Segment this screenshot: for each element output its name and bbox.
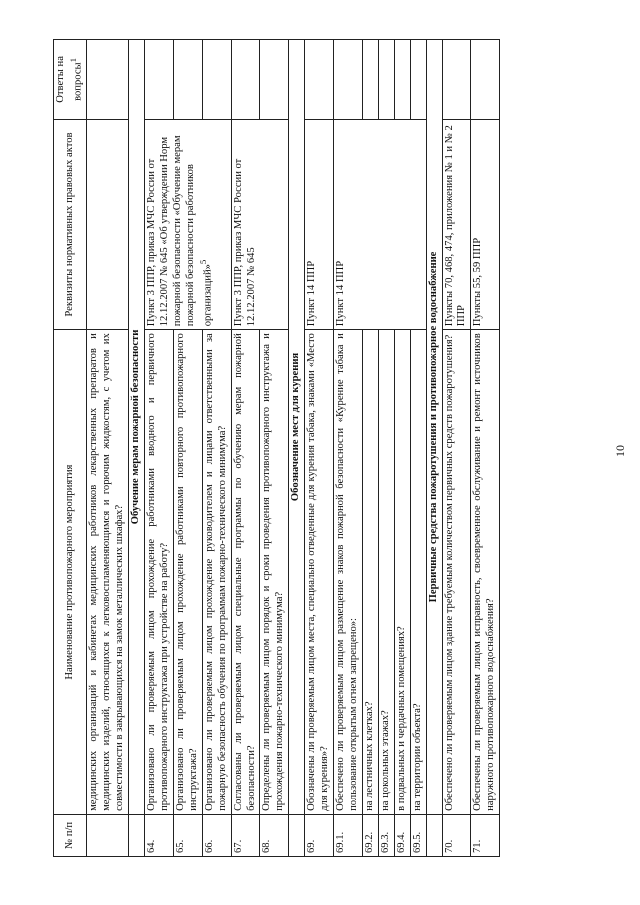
row-num: 66. [202,814,231,856]
section-row-firefighting [426,40,442,857]
answer-cell[interactable] [305,40,334,120]
table-row [305,40,334,857]
row-requisites: Пункт 3 ППР, приказ МЧС России от 12.12.2007 № 645 [231,119,289,329]
answer-cell[interactable] [378,40,394,120]
row-num: 69. [305,814,334,856]
row-text: медицинских организаций и кабинетах медицинских работников лекарственных препаратов и медицинских изделий, относящихся к легковоспламеняющимся и горючим жидкостям, с учетом их совместимости в закрывающихся на замок металлических шкафах? [87,330,129,815]
answer-cell[interactable] [362,40,378,120]
page-number: 10 [613,445,627,457]
table-row [231,40,260,857]
row-text: Обозначены ли проверяемым лицом места, специально отведенные для курения табака, знаками «Место для курения»? [305,330,334,815]
row-num: 69.2. [362,814,378,856]
row-text: Обеспечено ли проверяемым лицом здание требуемым количеством первичных средств пожаротушения? [442,330,471,815]
section-row-smoking [289,40,305,857]
row-num: 69.1. [334,814,363,856]
table-row [87,40,129,857]
row-text: Организовано ли проверяемым лицом прохождение работниками вводного и первичного противопожарного инструктажа при устройстве на работу? [145,330,174,815]
row-num: 68. [260,814,289,856]
row-requisites: Пункт 3 ППР, приказ МЧС России от 12.12.2007 № 645 «Об утверждении Норм пожарной безопасности «Обучение мерам пожарной безопасности работников организаций»$^5$ [145,119,232,329]
row-num: 71. [471,814,500,856]
section-title-smoking: Обозначение мест для курения [289,40,305,815]
table-row [442,40,471,857]
row-text: Обеспечено ли проверяемым лицом размещение знаков пожарной безопасности «Курение табака и пользование открытым огнем запрещено»: [334,330,363,815]
answer-cell[interactable] [334,40,363,120]
answer-cell[interactable] [87,40,129,120]
row-text: Организовано ли проверяемым лицом прохождение руководителем и лицами ответственными за пожарную безопасность обучения по программам пожарно-технического минимума? [202,330,231,815]
row-num: 65. [173,814,202,856]
section-title-training: Обучение мерам пожарной безопасности [129,40,145,815]
row-text: Определены ли проверяемым лицом порядок и сроки проведения противопожарного инструктажа и прохождения пожарно-технического минимума? [260,330,289,815]
header-name: Наименование противопожарного мероприятия [54,330,87,815]
row-text: на лестничных клетках? [362,330,378,815]
table-header-row [54,40,87,857]
row-num: 69.4. [394,814,410,856]
row-num: 69.3. [378,814,394,856]
answer-cell[interactable] [145,40,174,120]
row-text: на территории объекта? [410,330,426,815]
answer-cell[interactable] [202,40,231,120]
row-requisites: Пункты 55, 59 ППР [471,119,500,329]
header-answers: Ответы на вопросы$^1$ [54,40,87,120]
row-text: в подвальных и чердачных помещениях? [394,330,410,815]
checklist-table [53,39,500,857]
row-num: 69.5. [410,814,426,856]
answer-cell[interactable] [394,40,410,120]
row-num: 67. [231,814,260,856]
answer-cell[interactable] [471,40,500,120]
row-num: 70. [442,814,471,856]
answer-cell[interactable] [260,40,289,120]
row-text: Организовано ли проверяемым лицом прохождение работниками повторного противопожарного инструктажа? [173,330,202,815]
answer-cell[interactable] [442,40,471,120]
row-text: Обеспечены ли проверяемым лицом исправность, своевременное обслуживание и ремонт источников наружного противопожарного водоснабжения? [471,330,500,815]
answer-cell[interactable] [231,40,260,120]
row-text: на цокольных этажах? [378,330,394,815]
answer-cell[interactable] [173,40,202,120]
row-requisites: Пункты 70, 468, 474, приложения № 1 и № 2 ППР [442,119,471,329]
table-row [145,40,174,857]
header-requisites: Реквизиты нормативных правовых актов [54,119,87,329]
answer-cell[interactable] [410,40,426,120]
row-requisites: Пункт 14 ППР [305,119,334,329]
row-requisites: Пункт 14 ППР [334,119,427,329]
section-title-firefighting: Первичные средства пожаротушения и противопожарное водоснабжение [426,40,442,815]
table-row [334,40,363,857]
table-row [471,40,500,857]
section-row-training [129,40,145,857]
row-text: Согласованы ли проверяемым лицом специальные программы по обучению мерам пожарной безопасности? [231,330,260,815]
header-num: № п/п [54,814,87,856]
row-num: 64. [145,814,174,856]
